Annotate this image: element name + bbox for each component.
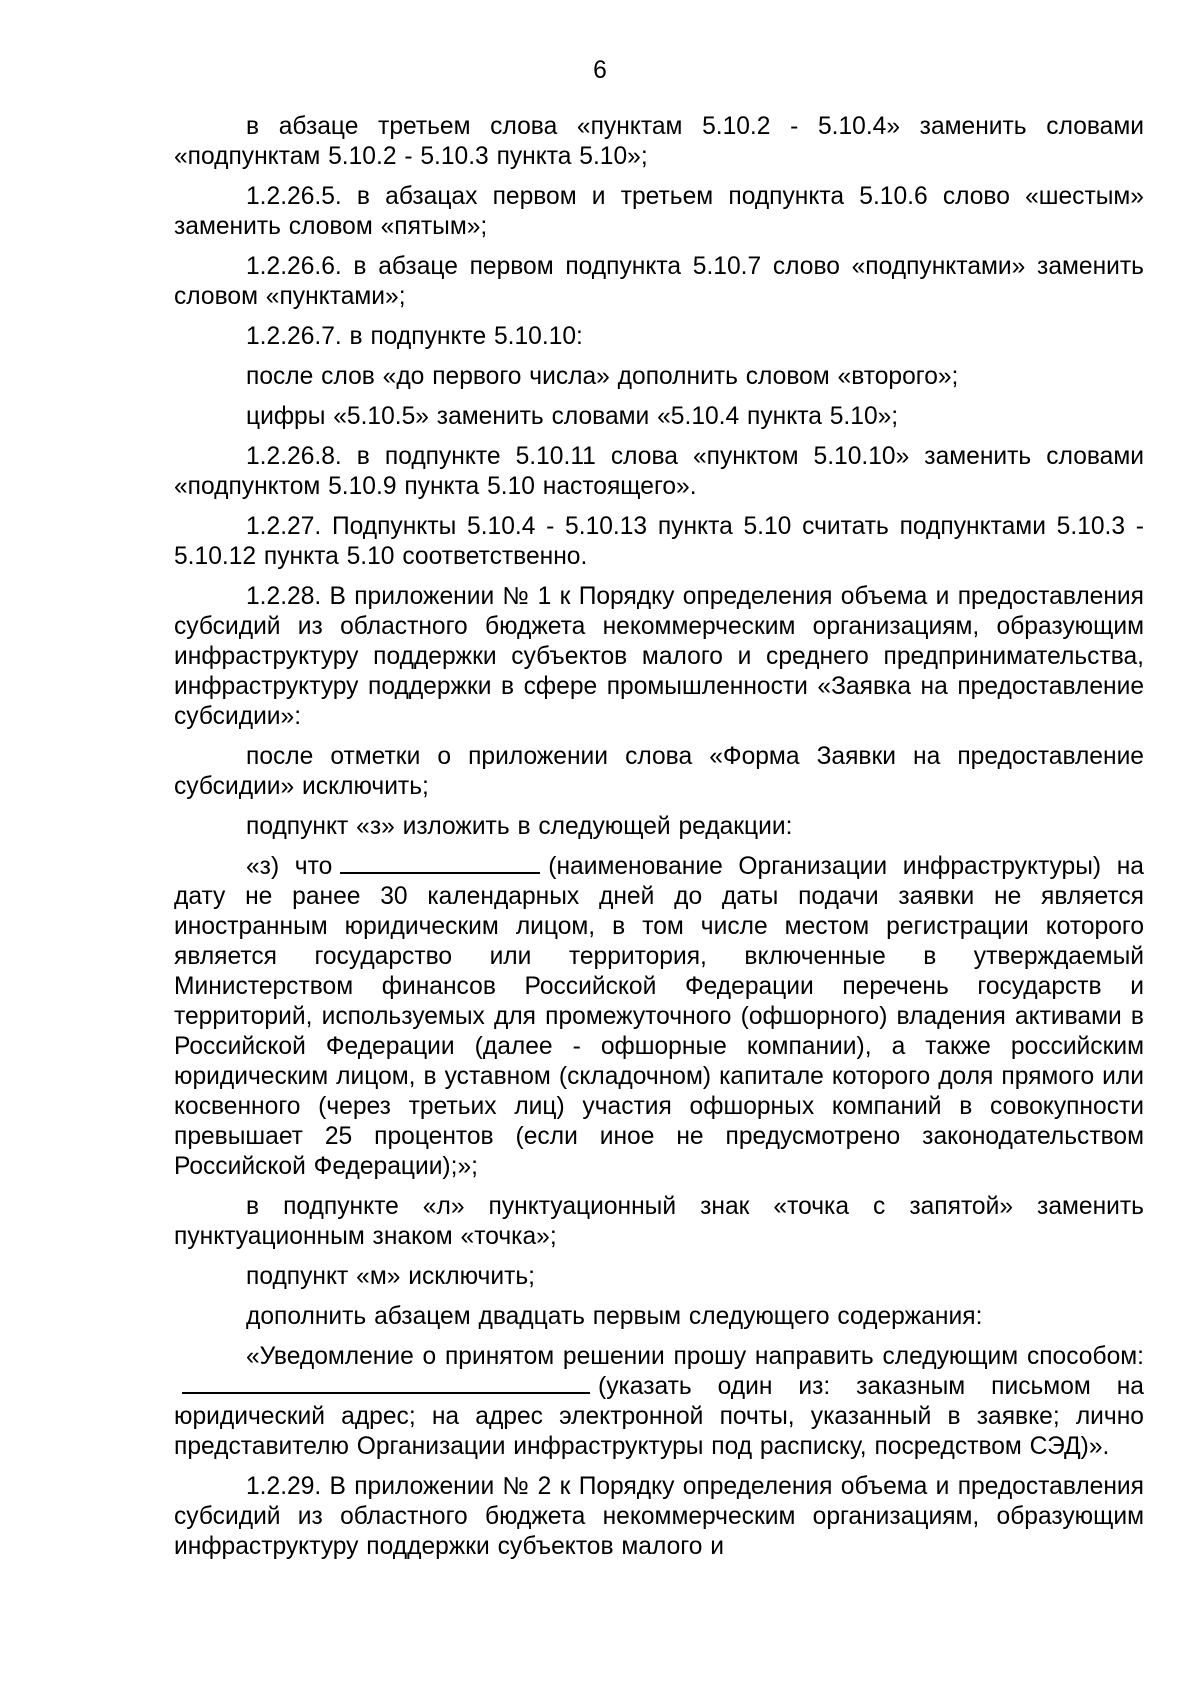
paragraph: 1.2.29. В приложении № 2 к Порядку определения объема и предоставления субсидий из областного бюджета некоммерческим организациям, образующим инфраструктуру поддержки субъектов малого и	[174, 1473, 1144, 1560]
paragraph: в абзаце третьем слова «пунктам 5.10.2 - 5.10.4» заменить словами «подпунктам 5.10.2 - 5.10.3 пункта 5.10»;	[174, 113, 1144, 170]
paragraph: подпункт «м» исключить;	[246, 1263, 536, 1290]
fill-in-blank-line	[182, 1372, 590, 1394]
paragraph: дополнить абзацем двадцать первым следующего содержания:	[246, 1303, 983, 1330]
paragraph: 1.2.26.8. в подпункте 5.10.11 слова «пунктом 5.10.10» заменить словами «подпунктом 5.10.9 пункта 5.10 настоящего».	[174, 443, 1144, 500]
paragraph: 1.2.26.7. в подпункте 5.10.10:	[246, 323, 583, 350]
paragraph-text-before-blank: «Уведомление о принятом решении прошу направить следующим способом:	[246, 1343, 1144, 1370]
paragraph: после отметки о приложении слова «Форма Заявки на предоставление субсидии» исключить;	[174, 743, 1144, 800]
paragraph-text-after-blank: (указать один из: заказным письмом на юридический адрес; на адрес электронной почты, указанный в заявке; лично представителю Организации инфраструктуры под расписку, посредством СЭД)».	[174, 1373, 1144, 1460]
paragraph: 1.2.27. Подпункты 5.10.4 - 5.10.13 пункта 5.10 считать подпунктами 5.10.3 - 5.10.12 пункта 5.10 соответственно.	[174, 513, 1144, 570]
paragraph: цифры «5.10.5» заменить словами «5.10.4 пункта 5.10»;	[246, 403, 899, 430]
paragraph: 1.2.26.5. в абзацах первом и третьем подпункта 5.10.6 слово «шестым» заменить словом «пятым»;	[174, 183, 1144, 240]
paragraph: 1.2.28. В приложении № 1 к Порядку определения объема и предоставления субсидий из областного бюджета некоммерческим организациям, образующим инфраструктуру поддержки субъектов малого и среднего предпринимательства, инфраструктуру поддержки в сфере промышленности «Заявка на предоставление субсидии»:	[174, 583, 1144, 730]
paragraph-text-before-blank: «з) что	[246, 853, 333, 880]
page-number: 6	[593, 57, 607, 84]
paragraph: подпункт «з» изложить в следующей редакции:	[246, 813, 793, 840]
fill-in-blank-line	[340, 852, 540, 874]
paragraph-with-blank	[174, 852, 1144, 1182]
paragraph: в подпункте «л» пунктуационный знак «точка с запятой» заменить пунктуационным знаком «точка»;	[174, 1193, 1144, 1250]
paragraph: 1.2.26.6. в абзаце первом подпункта 5.10.7 слово «подпунктами» заменить словом «пунктами»;	[174, 253, 1144, 310]
document-body	[174, 112, 1144, 1572]
paragraph: после слов «до первого числа» дополнить словом «второго»;	[246, 363, 959, 390]
paragraph-text-after-blank: (наименование Организации инфраструктуры) на дату не ранее 30 календарных дней до даты подачи заявки не является иностранным юридическим лицом, в том числе местом регистрации которого является государство или территория, включенные в утверждаемый Министерством финансов Российской Федерации перечень государств и территорий, используемых для промежуточного (офшорного) владения активами в Российской Федерации (далее - офшорные компании), а также российским юридическим лицом, в уставном (складочном) капитале которого доля прямого или косвенного (через третьих лиц) участия офшорных компаний в совокупности превышает 25 процентов (если иное не предусмотрено законодательством Российской Федерации);»;	[174, 853, 1144, 1180]
paragraph-with-blank	[174, 1342, 1144, 1462]
